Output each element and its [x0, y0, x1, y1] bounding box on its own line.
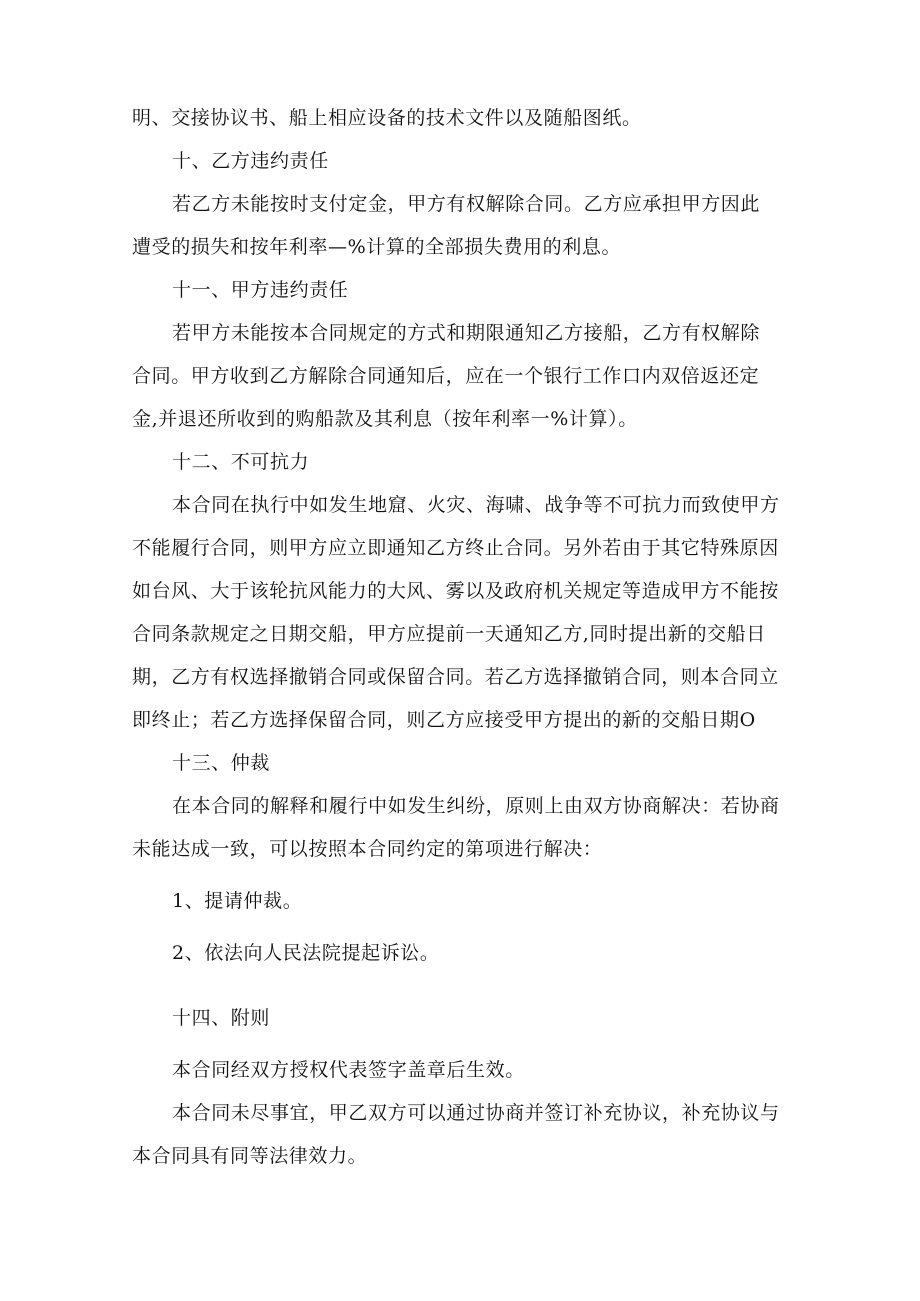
text-line: 若甲方未能按本合同规定的方式和期限通知乙方接船，乙方有权解除 — [172, 322, 761, 344]
text-line: 合同。甲方收到乙方解除合同通知后，应在一个银行工作口内双倍返还定 — [132, 365, 760, 387]
section-heading-14: 十四、附则 — [172, 1007, 271, 1029]
list-item: 1、提请仲裁。 — [172, 890, 303, 912]
text-line: 未能达成一致，可以按照本合同约定的第项进行解决： — [132, 838, 603, 860]
text-line: 如台风、大于该轮抗风能力的大风、雾以及政府机关规定等造成甲方不能按 — [132, 580, 779, 602]
text-line: 本合同在执行中如发生地窟、火灾、海啸、战争等不可抗力而致使甲方 — [172, 494, 780, 516]
text-line: 合同条款规定之日期交船，甲方应提前一天通知乙方,同时提出新的交船日 — [132, 623, 766, 645]
text-line: 即终止；若乙方选择保留合同，则乙方应接受甲方提出的新的交船日期O — [132, 709, 756, 731]
section-heading-12: 十二、不可抗力 — [172, 451, 310, 473]
text-line: 期，乙方有权选择撤销合同或保留合同。若乙方选择撤销合同，则本合同立 — [132, 666, 779, 688]
text-line: 本合同具有同等法律效力。 — [132, 1145, 368, 1167]
section-heading-13: 十三、仲裁 — [172, 752, 271, 774]
text-line: 若乙方未能按时支付定金，甲方有权解除合同。乙方应承担甲方因此 — [172, 193, 761, 215]
text-line: 在本合同的解释和履行中如发生纠纷，原则上由双方协商解决：若协商 — [172, 795, 780, 817]
text-line: 不能履行合同，则甲方应立即通知乙方终止合同。另外若由于其它特殊原因 — [132, 537, 779, 559]
text-line: 本合同经双方授权代表签字盖章后生效。 — [172, 1059, 525, 1081]
text-line: 明、交接协议书、船上相应设备的技术文件以及随船图纸。 — [132, 107, 642, 129]
text-line: 金,并退还所收到的购船款及其利息（按年利率一%计算）。 — [132, 408, 638, 430]
list-item: 2、依法向人民法院提起诉讼。 — [172, 942, 440, 964]
text-line: 遭受的损失和按年利率—%计算的全部损失费用的利息。 — [132, 236, 622, 258]
text-line: 本合同未尽事宜，甲乙双方可以通过协商并签订补充协议，补充协议与 — [172, 1102, 780, 1124]
section-heading-10: 十、乙方违约责任 — [172, 150, 329, 172]
section-heading-11: 十一、甲方违约责任 — [172, 279, 349, 301]
document-page — [132, 104, 796, 1170]
